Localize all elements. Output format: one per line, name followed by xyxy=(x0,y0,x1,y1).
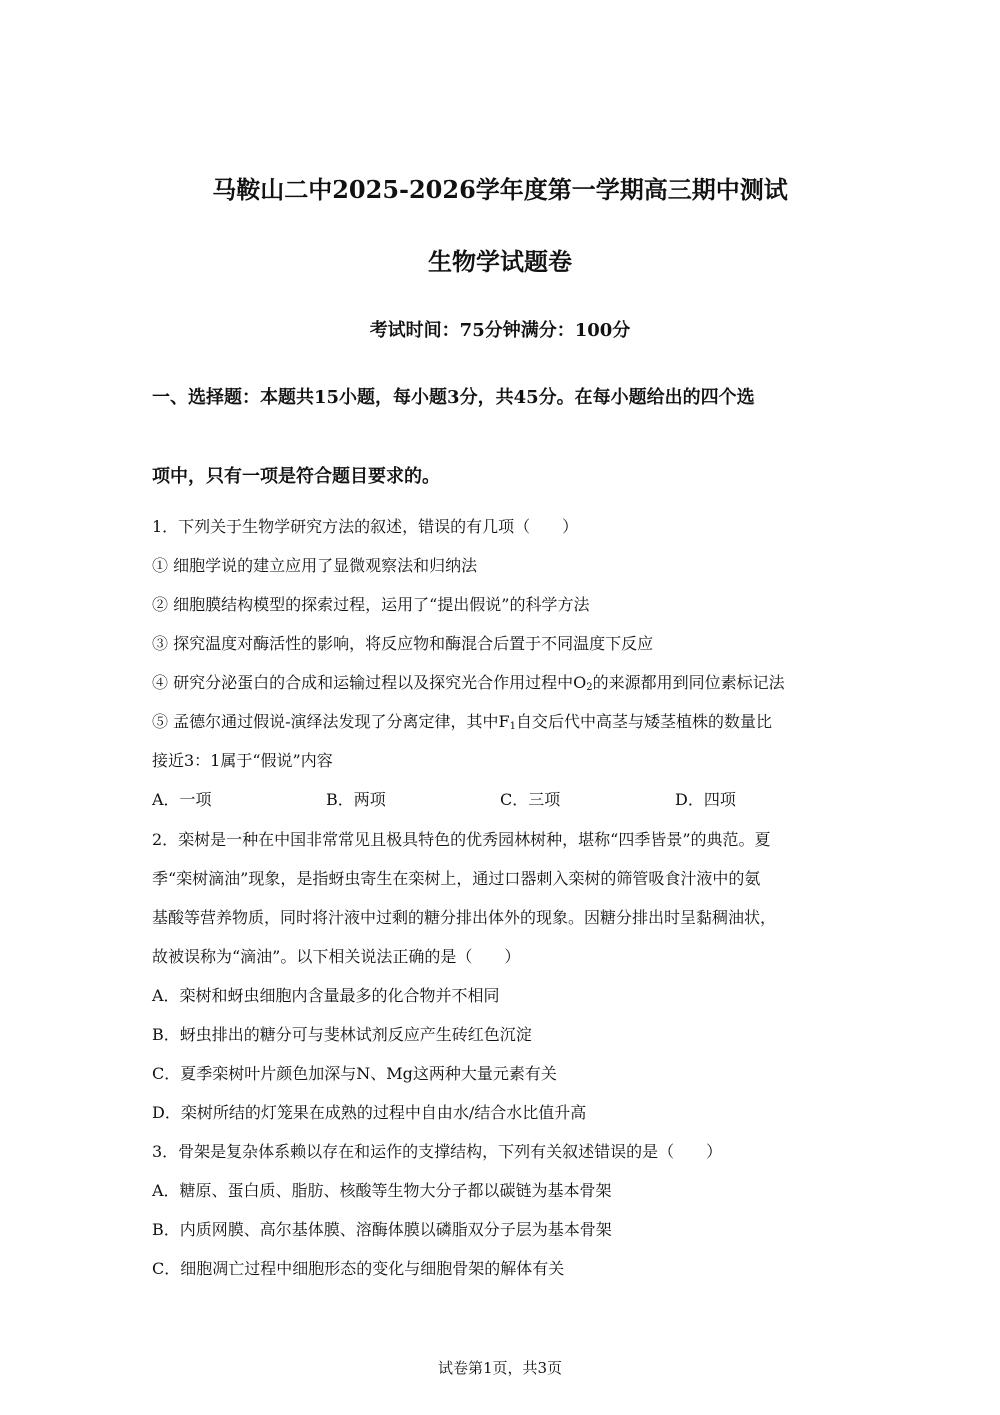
section-heading-line-1: 一、选择题：本题共15小题，每小题3分，共45分。在每小题给出的四个选 xyxy=(152,387,755,408)
q1-stem: 1．下列关于生物学研究方法的叙述，错误的有几项（ ） xyxy=(152,517,579,536)
q2-option-d: D．栾树所结的灯笼果在成熟的过程中自由水/结合水比值升高 xyxy=(152,1103,587,1122)
q2-stem-line-2: 季“栾树滴油”现象，是指蚜虫寄生在栾树上，通过口器刺入栾树的筛管吸食汁液中的氨 xyxy=(152,869,761,888)
q2-stem-line-3: 基酸等营养物质，同时将汁液中过剩的糖分排出体外的现象。因糖分排出时呈黏稠油状， xyxy=(152,908,777,927)
q1-statement-3: ③ 探究温度对酶活性的影响，将反应物和酶混合后置于不同温度下反应 xyxy=(152,634,654,653)
q1-statement-4-sub: 2 xyxy=(586,682,593,693)
q2-option-b: B．蚜虫排出的糖分可与斐林试剂反应产生砖红色沉淀 xyxy=(152,1025,532,1044)
q1-statement-5-sub: 1 xyxy=(509,721,516,732)
q3-option-c: C．细胞凋亡过程中细胞形态的变化与细胞骨架的解体有关 xyxy=(152,1259,565,1278)
q1-statement-5-pre: ⑤ 孟德尔通过假说-演绎法发现了分离定律，其中 xyxy=(152,712,499,731)
q2-option-c: C．夏季栾树叶片颜色加深与N、Mg这两种大量元素有关 xyxy=(152,1064,557,1083)
q2-stem-line-1: 2．栾树是一种在中国非常常见且极具特色的优秀园林树种，堪称“四季皆景”的典范。夏 xyxy=(152,830,771,849)
q3-stem: 3．骨架是复杂体系赖以存在和运作的支撑结构，下列有关叙述错误的是（ ） xyxy=(152,1142,723,1161)
q1-option-d: D．四项 xyxy=(675,790,736,809)
q1-statement-1: ① 细胞学说的建立应用了显微观察法和归纳法 xyxy=(152,556,478,575)
q1-statement-2: ② 细胞膜结构模型的探索过程，运用了“提出假说”的科学方法 xyxy=(152,595,590,614)
exam-subtitle: 生物学试题卷 xyxy=(428,247,572,276)
q1-option-a: A．一项 xyxy=(152,790,212,809)
exam-title: 马鞍山二中2025-2026学年度第一学期高三期中测试 xyxy=(212,175,788,204)
page-footer: 试卷第1页，共3页 xyxy=(437,1359,563,1377)
q3-option-b: B．内质网膜、高尔基体膜、溶酶体膜以磷脂双分子层为基本骨架 xyxy=(152,1220,612,1239)
q1-option-c: C．三项 xyxy=(500,790,561,809)
q3-option-a: A．糖原、蛋白质、脂肪、核酸等生物大分子都以碳链为基本骨架 xyxy=(152,1181,612,1200)
q1-statement-4-pre: ④ 研究分泌蛋白的合成和运输过程以及探究光合作用过程中 xyxy=(152,673,574,692)
q1-statement-4-post: 的来源都用到同位素标记法 xyxy=(592,673,785,692)
q1-statement-4-chem: O xyxy=(573,673,587,692)
q1-statement-5 xyxy=(152,712,772,737)
section-heading-line-2: 项中，只有一项是符合题目要求的。 xyxy=(152,466,440,487)
q1-statement-5-post: 自交后代中高茎与矮茎植株的数量比 xyxy=(515,712,772,731)
q2-stem-line-4: 故被误称为“滴油”。以下相关说法正确的是（ ） xyxy=(152,947,521,966)
q1-statement-5-chem: F xyxy=(498,712,510,731)
exam-info: 考试时间：75分钟满分：100分 xyxy=(369,320,631,341)
q1-statement-5-continued: 接近3：1属于“假说”内容 xyxy=(152,751,333,770)
q1-statement-4 xyxy=(152,673,785,698)
q2-option-a: A．栾树和蚜虫细胞内含量最多的化合物并不相同 xyxy=(152,986,500,1005)
q1-option-b: B．两项 xyxy=(326,790,386,809)
